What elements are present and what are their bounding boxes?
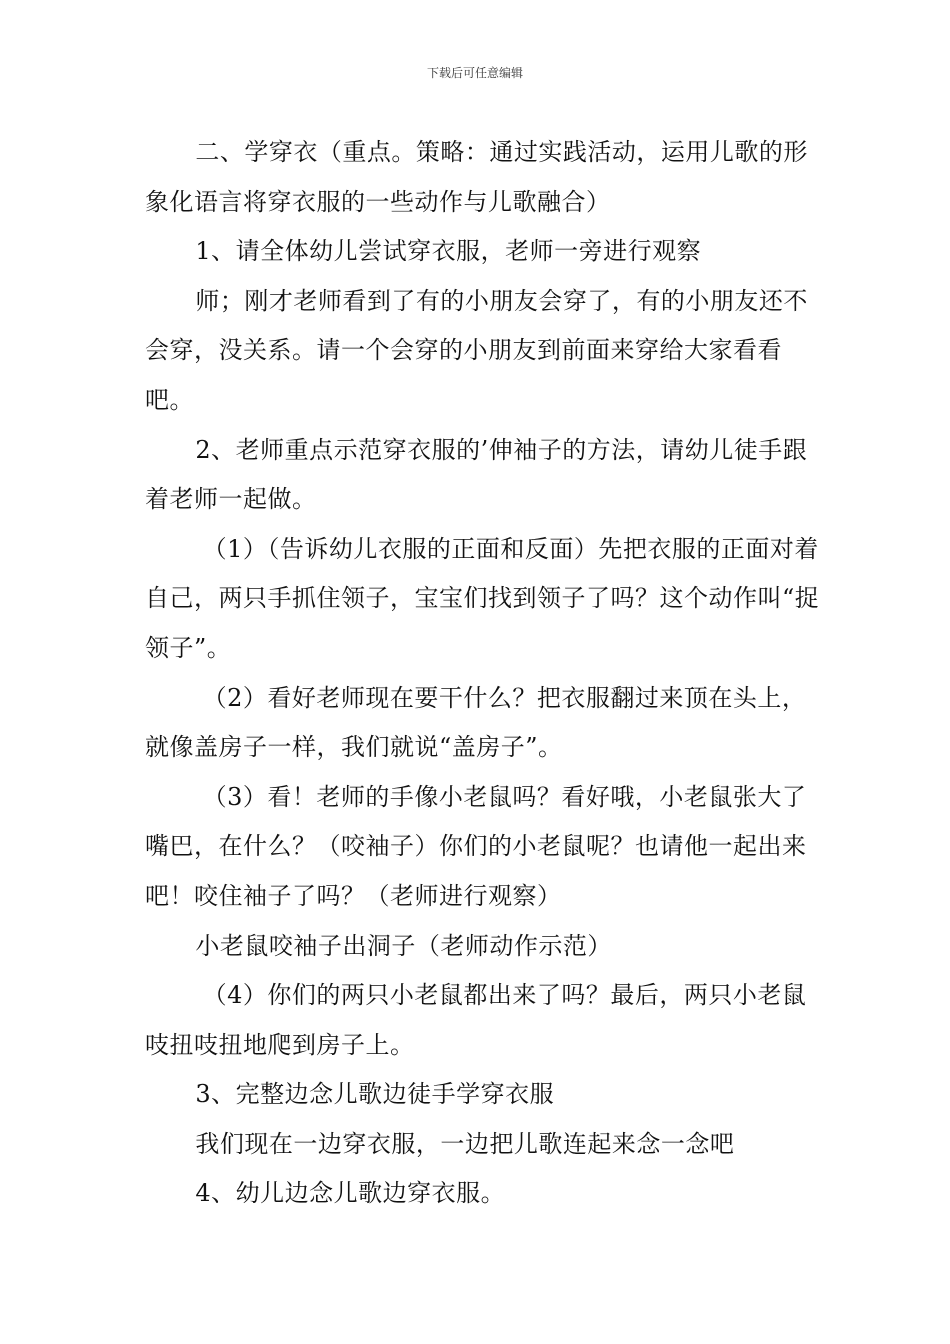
paragraph-substep-4: （4）你们的两只小老鼠都出来了吗？最后，两只小老鼠吱扭吱扭地爬到房子上。: [145, 981, 807, 1059]
paragraph-substep-3: （3）看！老师的手像小老鼠吗？看好哦，小老鼠张大了嘴巴，在什么？（咬袖子）你们的小老鼠呢？也请他一起出来吧！咬住袖子了吗？（老师进行观察）: [145, 782, 807, 910]
paragraph-step-2: 2、老师重点示范穿衣服的’伸袖子的方法，请幼儿徒手跟着老师一起做。: [145, 435, 808, 514]
paragraph-substep-2: （2）看好老师现在要干什么？把衣服翻过来顶在头上，就像盖房子一样，我们就说“盖房子”。: [145, 683, 807, 762]
paragraph-step-4: 4、幼儿边念儿歌边穿衣服。: [195, 1179, 506, 1208]
paragraph-step-3: 3、完整边念儿歌边徒手学穿衣服: [195, 1080, 555, 1109]
paragraph-step-3-note: 我们现在一边穿衣服，一边把儿歌连起来念一念吧: [195, 1129, 735, 1158]
paragraph-substep-1: （1）（告诉幼儿衣服的正面和反面）先把衣服的正面对着自己，两只手抓住领子，宝宝们找到领子了吗？这个动作叫“捉领子”。: [145, 534, 820, 662]
section-heading: 二、学穿衣（重点。策略：通过实践活动，运用儿歌的形象化语言将穿衣服的一些动作与儿歌融合）: [145, 138, 808, 216]
paragraph-teacher-speech: 师；刚才老师看到了有的小朋友会穿了，有的小朋友还不会穿，没关系。请一个会穿的小朋友到前面来穿给大家看看吧。: [145, 286, 808, 414]
paragraph-step-1: 1、请全体幼儿尝试穿衣服，老师一旁进行观察: [195, 237, 702, 266]
paragraph-mouse-demo: 小老鼠咬袖子出洞子（老师动作示范）: [195, 931, 612, 960]
page-header: 下载后可任意编辑: [426, 66, 523, 80]
document-body: [145, 128, 825, 1219]
